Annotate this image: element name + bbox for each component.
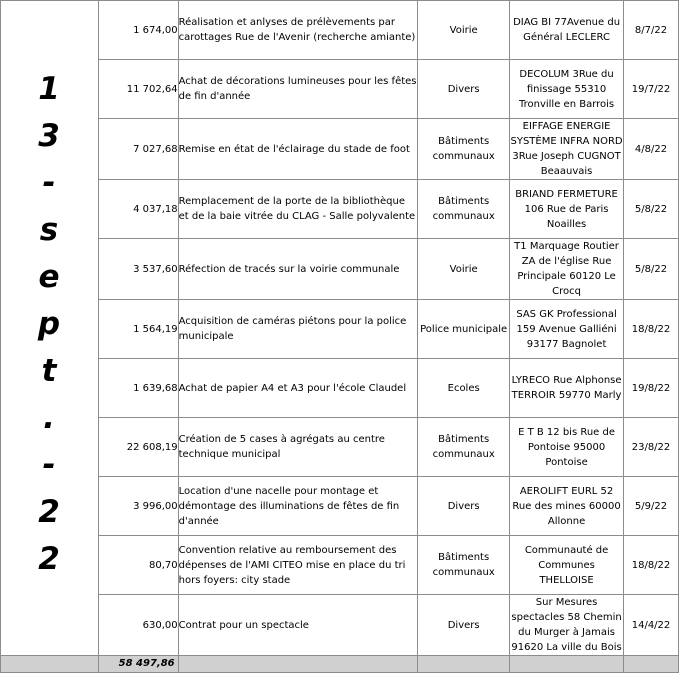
- meeting-date-char: s: [39, 212, 59, 248]
- table-row: [1, 60, 679, 119]
- date-cell: 19/8/22: [624, 359, 679, 418]
- date-cell: 23/8/22: [624, 418, 679, 477]
- category-cell: Ecoles: [418, 359, 510, 418]
- description-cell: Remise en état de l'éclairage du stade de foot: [178, 119, 418, 180]
- table-row: [1, 477, 679, 536]
- meeting-date-char: 2: [38, 494, 60, 530]
- description-cell: Remplacement de la porte de la bibliothèque et de la baie vitrée du CLAG - Salle polyvalente: [178, 180, 418, 239]
- category-cell: Bâtiments communaux: [418, 536, 510, 595]
- vendor-cell: DECOLUM 3Rue du finissage 55310 Tronville en Barrois: [510, 60, 624, 119]
- category-cell: Divers: [418, 60, 510, 119]
- amount-cell: 1 674,00: [98, 1, 178, 60]
- description-cell: Achat de papier A4 et A3 pour l'école Claudel: [178, 359, 418, 418]
- meeting-date-char: .: [43, 400, 55, 436]
- meeting-date-char: -: [42, 165, 56, 201]
- total-row-cell: [178, 656, 418, 673]
- meeting-date-char: 1: [38, 71, 60, 107]
- date-cell: 18/8/22: [624, 536, 679, 595]
- total-row-cell: [1, 656, 99, 673]
- meeting-date-vertical: [0, 66, 98, 583]
- total-row: [1, 656, 679, 673]
- date-cell: 8/7/22: [624, 1, 679, 60]
- description-cell: Location d'une nacelle pour montage et démontage des illuminations de fêtes de fin d'année: [178, 477, 418, 536]
- meeting-date-char: 3: [38, 118, 60, 154]
- amount-cell: 3 996,00: [98, 477, 178, 536]
- table-row: [1, 418, 679, 477]
- category-cell: Divers: [418, 595, 510, 656]
- table-row: [1, 1, 679, 60]
- meeting-date-char: p: [37, 306, 61, 342]
- description-cell: Achat de décorations lumineuses pour les fêtes de fin d'année: [178, 60, 418, 119]
- vendor-cell: AEROLIFT EURL 52 Rue des mines 60000 Allonne: [510, 477, 624, 536]
- table-row: [1, 119, 679, 180]
- amount-cell: 22 608,19: [98, 418, 178, 477]
- category-cell: Bâtiments communaux: [418, 418, 510, 477]
- date-cell: 5/8/22: [624, 239, 679, 300]
- vendor-cell: DIAG BI 77Avenue du Général LECLERC: [510, 1, 624, 60]
- total-amount: 58 497,86: [98, 656, 178, 673]
- amount-cell: 1 564,19: [98, 300, 178, 359]
- meeting-date-char: t: [41, 353, 57, 389]
- category-cell: Bâtiments communaux: [418, 180, 510, 239]
- expenses-table-body: [1, 1, 679, 673]
- description-cell: Réfection de tracés sur la voirie communale: [178, 239, 418, 300]
- amount-cell: 630,00: [98, 595, 178, 656]
- category-cell: Voirie: [418, 1, 510, 60]
- meeting-date-char: e: [38, 259, 60, 295]
- table-row: [1, 239, 679, 300]
- amount-cell: 11 702,64: [98, 60, 178, 119]
- vendor-cell: E T B 12 bis Rue de Pontoise 95000 Pontoise: [510, 418, 624, 477]
- total-row-cell: [624, 656, 679, 673]
- table-row: [1, 536, 679, 595]
- table-row: [1, 300, 679, 359]
- date-cell: 14/4/22: [624, 595, 679, 656]
- date-cell: 5/9/22: [624, 477, 679, 536]
- table-row: [1, 180, 679, 239]
- description-cell: Création de 5 cases à agrégats au centre technique municipal: [178, 418, 418, 477]
- table-row: [1, 359, 679, 418]
- description-cell: Acquisition de caméras piétons pour la police municipale: [178, 300, 418, 359]
- amount-cell: 4 037,18: [98, 180, 178, 239]
- vendor-cell: EIFFAGE ENERGIE SYSTÈME INFRA NORD 3Rue Joseph CUGNOT Beaauvais: [510, 119, 624, 180]
- vendor-cell: SAS GK Professional 159 Avenue Galliéni 93177 Bagnolet: [510, 300, 624, 359]
- vendor-cell: Sur Mesures spectacles 58 Chemin du Murger à Jamais 91620 La ville du Bois: [510, 595, 624, 656]
- vendor-cell: LYRECO Rue Alphonse TERROIR 59770 Marly: [510, 359, 624, 418]
- date-cell: 5/8/22: [624, 180, 679, 239]
- amount-cell: 1 639,68: [98, 359, 178, 418]
- date-cell: 19/7/22: [624, 60, 679, 119]
- vendor-cell: BRIAND FERMETURE 106 Rue de Paris Noailles: [510, 180, 624, 239]
- table-row: [1, 595, 679, 656]
- vendor-cell: T1 Marquage Routier ZA de l'église Rue Principale 60120 Le Crocq: [510, 239, 624, 300]
- category-cell: Police municipale: [418, 300, 510, 359]
- meeting-date-char: -: [42, 447, 56, 483]
- date-cell: 18/8/22: [624, 300, 679, 359]
- amount-cell: 80,70: [98, 536, 178, 595]
- description-cell: Convention relative au remboursement des dépenses de l'AMI CITEO mise en place du tri hors foyers: city stade: [178, 536, 418, 595]
- total-row-cell: [510, 656, 624, 673]
- date-cell: 4/8/22: [624, 119, 679, 180]
- vendor-cell: Communauté de Communes THELLOISE: [510, 536, 624, 595]
- category-cell: Voirie: [418, 239, 510, 300]
- amount-cell: 7 027,68: [98, 119, 178, 180]
- category-cell: Bâtiments communaux: [418, 119, 510, 180]
- meeting-date-char: 2: [38, 541, 60, 577]
- total-row-cell: [418, 656, 510, 673]
- category-cell: Divers: [418, 477, 510, 536]
- description-cell: Réalisation et anlyses de prélèvements par carottages Rue de l'Avenir (recherche amiante): [178, 1, 418, 60]
- amount-cell: 3 537,60: [98, 239, 178, 300]
- description-cell: Contrat pour un spectacle: [178, 595, 418, 656]
